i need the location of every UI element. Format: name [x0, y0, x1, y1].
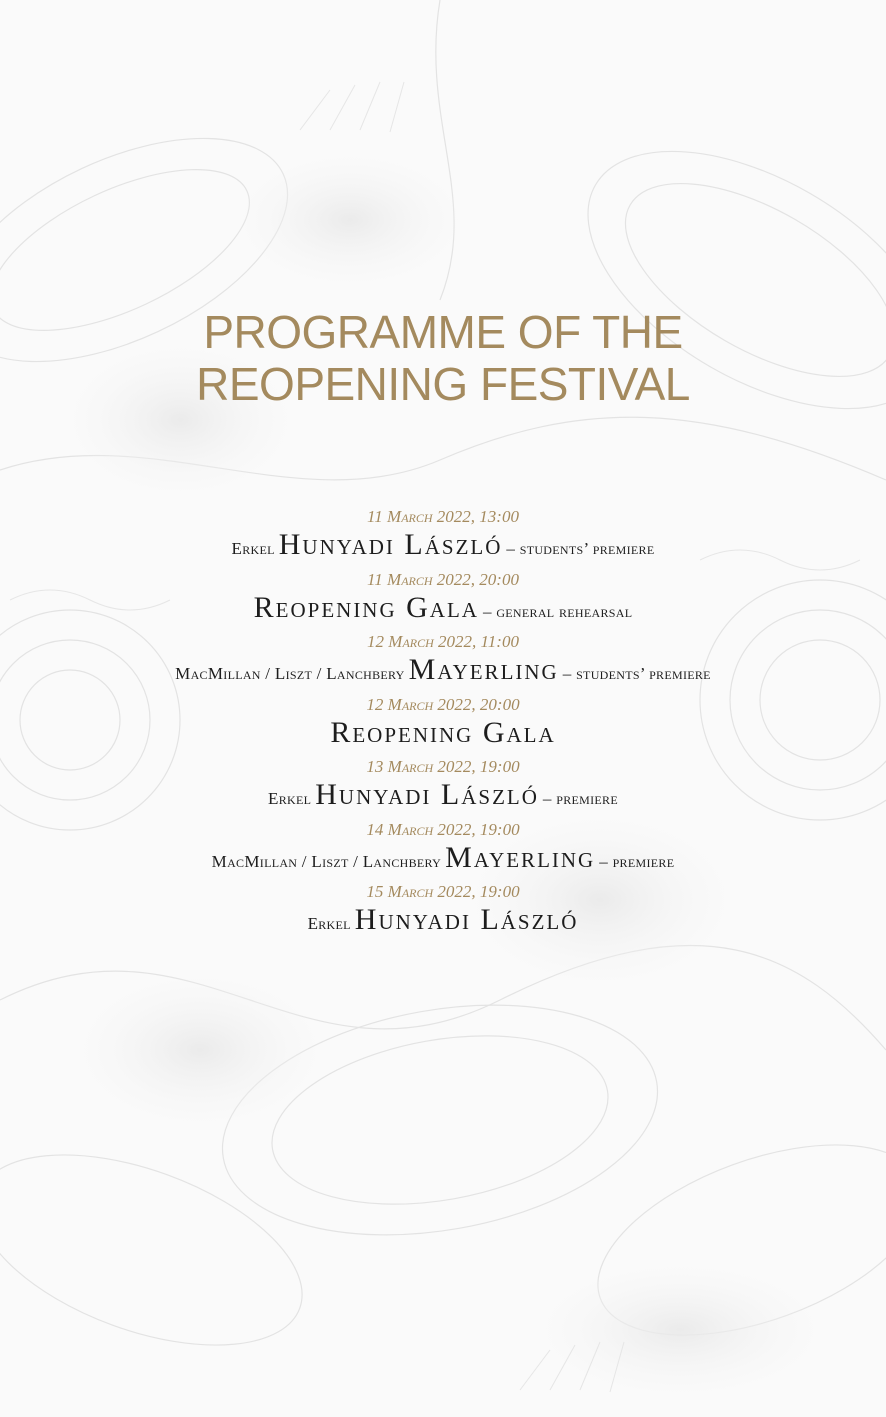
event-composer: Erkel	[231, 539, 275, 558]
event-work: Mayerling	[408, 653, 559, 686]
event-line	[0, 778, 886, 812]
event-note: – students’ premiere	[562, 664, 711, 683]
event-composer: MacMillan / Liszt / Lanchbery	[175, 664, 405, 683]
title-line-2: REOPENING FESTIVAL	[196, 358, 690, 410]
event-note: – premiere	[599, 851, 675, 871]
event-work: Mayerling	[445, 840, 596, 874]
event-work: Hunyadi László	[315, 778, 539, 811]
event-line	[0, 716, 886, 750]
list-item	[0, 694, 886, 757]
title-line-1: PROGRAMME OF THE	[203, 306, 683, 358]
list-item	[0, 569, 886, 632]
event-composer: Erkel	[307, 914, 351, 933]
list-item	[0, 819, 886, 882]
event-line	[0, 528, 886, 562]
event-work: Reopening Gala	[253, 590, 479, 624]
event-date: 15 March 2022, 19:00	[366, 882, 520, 901]
event-date: 11 March 2022, 13:00	[367, 507, 519, 526]
page-title	[0, 306, 886, 410]
event-composer: MacMillan / Liszt / Lanchbery	[211, 851, 442, 871]
event-line	[0, 591, 886, 625]
event-line	[0, 841, 886, 875]
event-date: 12 March 2022, 11:00	[367, 632, 519, 651]
programme-list	[0, 506, 886, 944]
event-date: 13 March 2022, 19:00	[366, 757, 520, 776]
event-line	[0, 903, 886, 937]
event-note: – premiere	[542, 789, 618, 808]
event-note: – general rehearsal	[482, 601, 633, 621]
event-date: 12 March 2022, 20:00	[366, 694, 520, 714]
event-work: Hunyadi László	[278, 528, 503, 561]
event-note: – students’ premiere	[506, 539, 655, 558]
list-item	[0, 506, 886, 569]
list-item	[0, 756, 886, 819]
event-line	[0, 653, 886, 687]
list-item	[0, 631, 886, 694]
list-item	[0, 881, 886, 944]
event-date: 14 March 2022, 19:00	[366, 819, 520, 839]
event-work: Reopening Gala	[330, 715, 556, 749]
event-date: 11 March 2022, 20:00	[367, 569, 519, 589]
event-composer: Erkel	[268, 789, 312, 808]
event-work: Hunyadi László	[354, 903, 579, 936]
